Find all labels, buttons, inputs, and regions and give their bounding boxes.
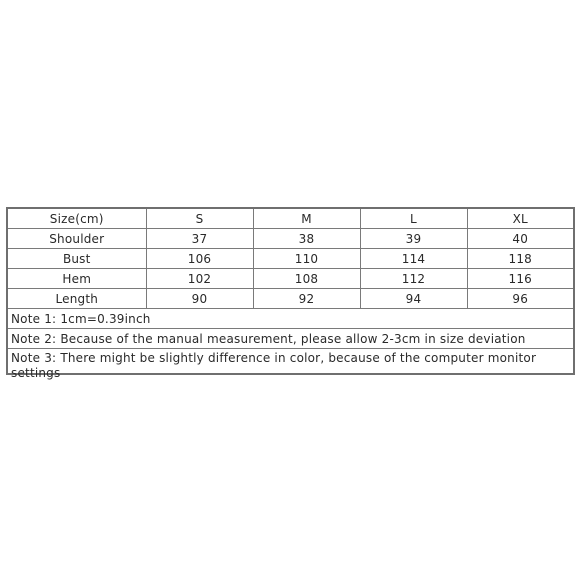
table-cell: 39: [360, 229, 467, 249]
table-row: [7, 289, 574, 309]
table-cell: 110: [253, 249, 360, 269]
note-row: [7, 349, 574, 375]
size-chart-table: [6, 207, 575, 380]
row-label: Shoulder: [7, 229, 146, 249]
header-cell: S: [146, 208, 253, 229]
table-row: [7, 229, 574, 249]
note-3: Note 3: There might be slightly difference in color, because of the computer monitor settings: [11, 351, 537, 380]
table-cell: 92: [253, 289, 360, 309]
header-cell: M: [253, 208, 360, 229]
row-label: Length: [7, 289, 146, 309]
note-row: [7, 329, 574, 349]
table-cell: 114: [360, 249, 467, 269]
table-cell: 96: [467, 289, 574, 309]
header-cell: XL: [467, 208, 574, 229]
header-cell: Size(cm): [7, 208, 146, 229]
note-1: Note 1: 1cm=0.39inch: [7, 309, 574, 329]
table-cell: 108: [253, 269, 360, 289]
row-label: Bust: [7, 249, 146, 269]
table-cell: 37: [146, 229, 253, 249]
note-2: Note 2: Because of the manual measurement, please allow 2-3cm in size deviation: [7, 329, 574, 349]
row-label: Hem: [7, 269, 146, 289]
table-cell: 94: [360, 289, 467, 309]
note-row: [7, 309, 574, 329]
header-cell: L: [360, 208, 467, 229]
table-cell: 116: [467, 269, 574, 289]
table-row: [7, 249, 574, 269]
table-cell: 90: [146, 289, 253, 309]
table-cell: 38: [253, 229, 360, 249]
table-row: [7, 269, 574, 289]
table-cell: 40: [467, 229, 574, 249]
table-cell: 106: [146, 249, 253, 269]
table-header-row: [7, 208, 574, 229]
table-cell: 112: [360, 269, 467, 289]
table-cell: 102: [146, 269, 253, 289]
table-cell: 118: [467, 249, 574, 269]
